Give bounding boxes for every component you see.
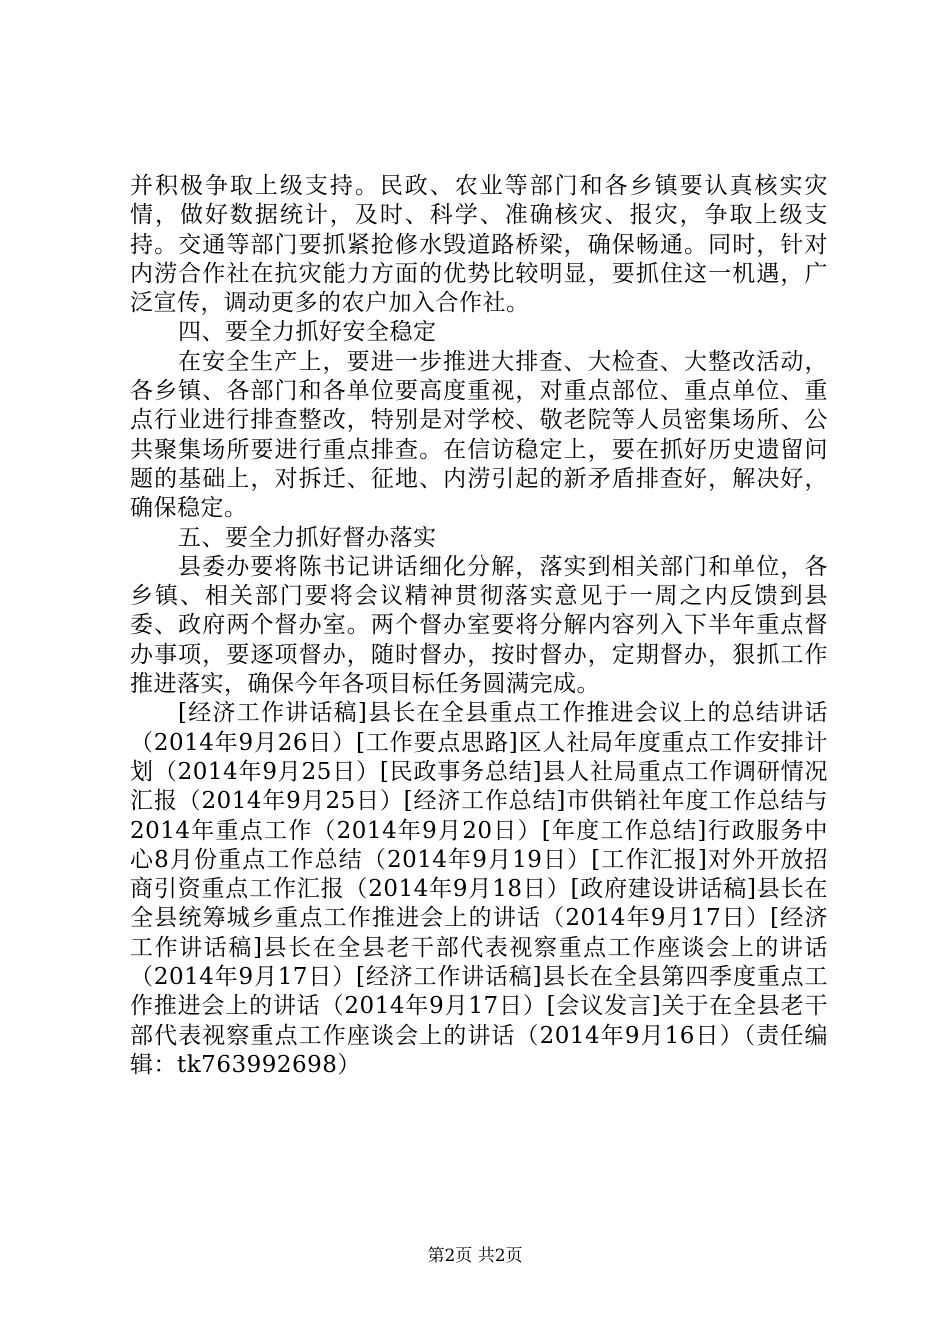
paragraph-related-articles: [经济工作讲话稿]县长在全县重点工作推进会议上的总结讲话（2014年9月26日）[工作要点思路]区人社局年度重点工作安排计划（2014年9月25日）[民政事务总结]县人社局重点工作调研情况汇报（2014年9月25日）[经济工作总结]市供销社年度工作总结与2014年重点工作（2014年9月20日）[年度工作总结]行政服务中心8月份重点工作总结（2014年9月19日）[工作汇报]对外开放招商引资重点工作汇报（2014年9月18日）[政府建设讲话稿]县长在全县统筹城乡重点工作推进会上的讲话（2014年9月17日）[经济工作讲话稿]县长在全县老干部代表视察重点工作座谈会上的讲话（2014年9月17日）[经济工作讲话稿]县长在全县第四季度重点工作推进会上的讲话（2014年9月17日）[会议发言]关于在全县老干部代表视察重点工作座谈会上的讲话（2014年9月16日）（责任编辑：tk763992698） <box>130 700 828 1078</box>
paragraph-safety: 在安全生产上，要进一步推进大排查、大检查、大整改活动，各乡镇、各部门和各单位要高度重视，对重点部位、重点单位、重点行业进行排查整改，特别是对学校、敬老院等人员密集场所、公共聚集场所要进行重点排查。在信访稳定上，要在抓好历史遗留问题的基础上，对拆迁、征地、内涝引起的新矛盾排查好，解决好，确保稳定。 <box>130 348 828 522</box>
section-heading-supervision: 五、要全力抓好督办落实 <box>178 524 437 551</box>
paragraph-continuation: 并积极争取上级支持。民政、农业等部门和各乡镇要认真核实灾情，做好数据统计，及时、科学、准确核灾、报灾，争取上级支持。交通等部门要抓紧抢修水毁道路桥梁，确保畅通。同时，针对内涝合作社在抗灾能力方面的优势比较明显，要抓住这一机遇，广泛宣传，调动更多的农户加入合作社。 <box>130 173 828 317</box>
section-heading-safety: 四、要全力抓好安全稳定 <box>178 319 437 346</box>
document-body <box>130 172 828 1080</box>
paragraph-supervision: 县委办要将陈书记讲话细化分解，落实到相关部门和单位，各乡镇、相关部门要将会议精神贯彻落实意见于一周之内反馈到县委、政府两个督办室。两个督办室要将分解内容列入下半年重点督办事项，要逐项督办，随时督办，按时督办，定期督办，狠抓工作推进落实，确保今年各项目标任务圆满完成。 <box>130 553 828 698</box>
page-number-footer: 第2页 共2页 <box>427 1246 523 1266</box>
